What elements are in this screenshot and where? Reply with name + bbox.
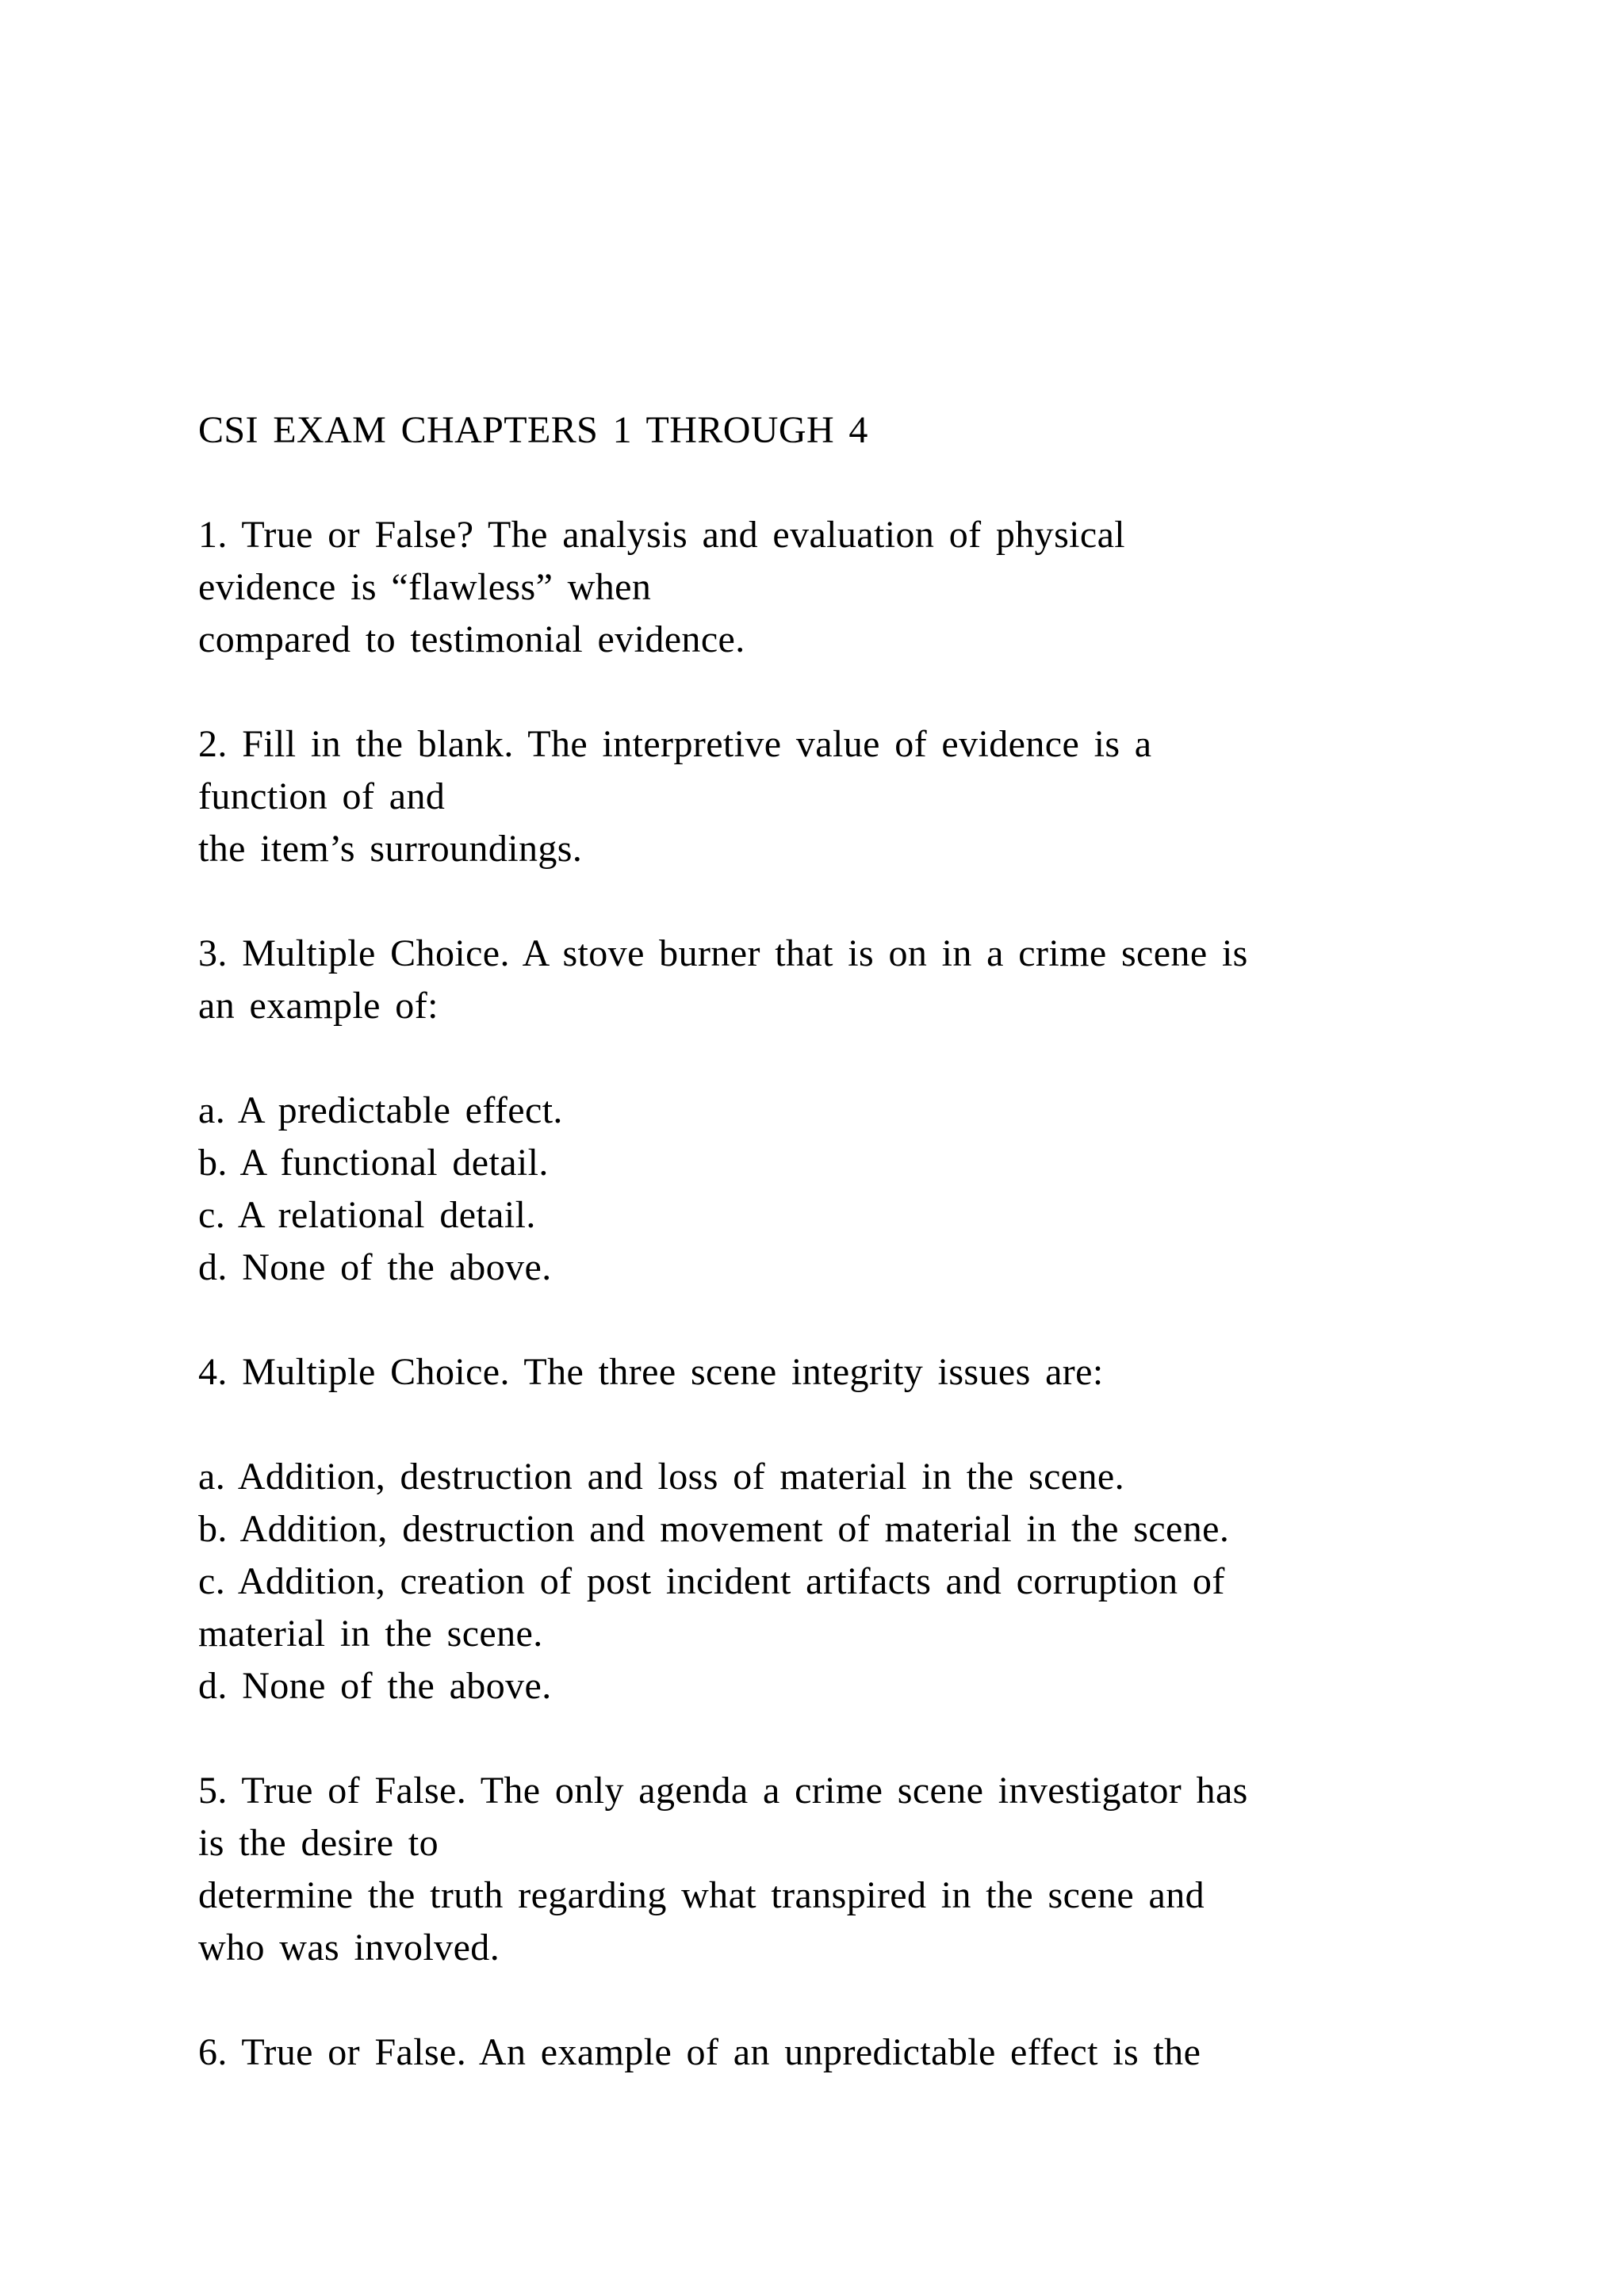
document-body [198, 404, 1507, 2079]
question-4-option-d: d. None of the above. [198, 1665, 552, 1707]
question-5-line-3: determine the truth regarding what transpired in the scene and [198, 1874, 1205, 1916]
spacer [198, 666, 1507, 718]
question-4-option-c: c. Addition, creation of post incident artifacts and corruption of [198, 1560, 1225, 1602]
question-3-option-b: b. A functional detail. [198, 1142, 549, 1184]
question-3-option-a: a. A predictable effect. [198, 1089, 563, 1131]
question-3-line-1: 3. Multiple Choice. A stove burner that is on in a crime scene is [198, 932, 1248, 974]
question-4-line-1: 4. Multiple Choice. The three scene integrity issues are: [198, 1351, 1104, 1393]
question-3-line-2: an example of: [198, 985, 439, 1027]
spacer [198, 1032, 1507, 1085]
question-3-option-c: c. A relational detail. [198, 1194, 536, 1236]
spacer [198, 1399, 1507, 1451]
spacer [198, 457, 1507, 509]
question-2-line-3: the item’s surroundings. [198, 828, 583, 870]
question-1-line-2: evidence is “flawless” when [198, 566, 652, 608]
document-title: CSI EXAM CHAPTERS 1 THROUGH 4 [198, 409, 868, 451]
question-5-line-2: is the desire to [198, 1822, 439, 1864]
question-5-line-1: 5. True of False. The only agenda a crime scene investigator has [198, 1770, 1248, 1812]
spacer [198, 1294, 1507, 1346]
question-4-option-a: a. Addition, destruction and loss of material in the scene. [198, 1456, 1125, 1498]
question-4-option-c-cont: material in the scene. [198, 1613, 543, 1655]
question-3-option-d: d. None of the above. [198, 1246, 552, 1288]
spacer [198, 875, 1507, 928]
question-2-line-1: 2. Fill in the blank. The interpretive value of evidence is a [198, 723, 1152, 765]
question-4-option-b: b. Addition, destruction and movement of material in the scene. [198, 1508, 1230, 1550]
question-6-line-1: 6. True or False. An example of an unpredictable effect is the [198, 2031, 1201, 2073]
question-1-line-3: compared to testimonial evidence. [198, 618, 745, 660]
spacer [198, 1712, 1507, 1765]
question-2-line-2: function of and [198, 775, 446, 817]
spacer [198, 1974, 1507, 2026]
question-1-line-1: 1. True or False? The analysis and evaluation of physical [198, 514, 1126, 556]
question-5-line-4: who was involved. [198, 1927, 500, 1969]
